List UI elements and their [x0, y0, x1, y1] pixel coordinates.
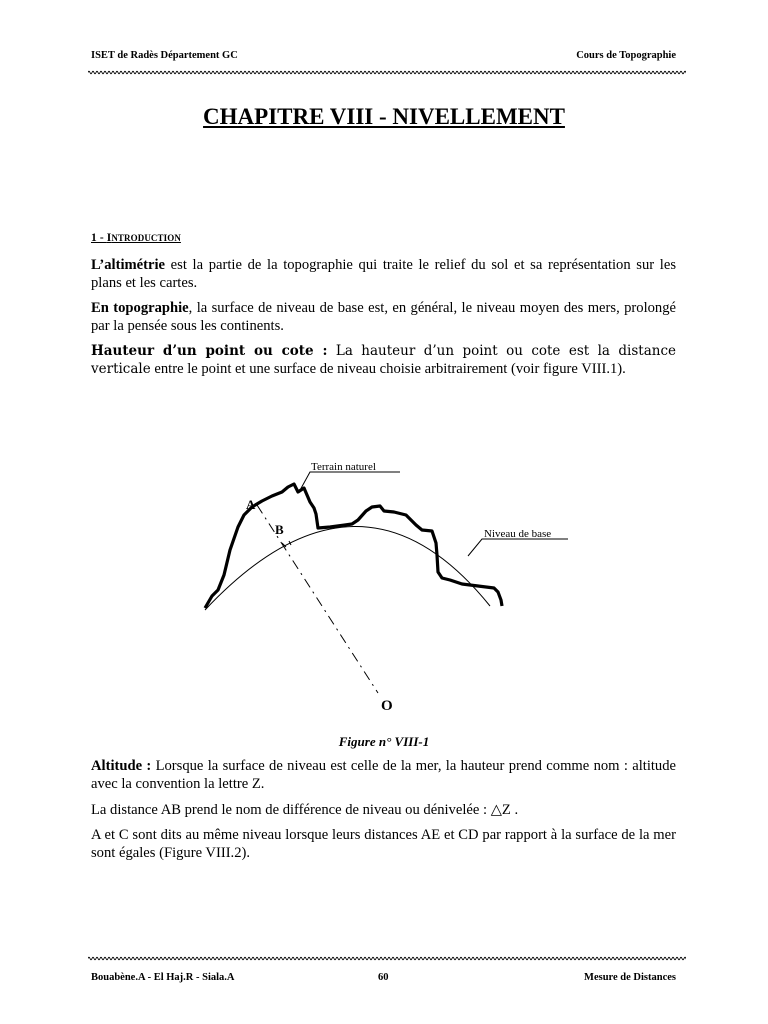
chapter-title: CHAPITRE VIII - NIVELLEMENT — [203, 104, 565, 129]
text-altitude: Lorsque la surface de niveau est celle de la mer, la hauteur prend comme nom : altitude avec la convention la lettre Z. — [91, 758, 676, 792]
term-hauteur: Hauteur d’un point ou cote : — [91, 343, 328, 359]
label-terrain-naturel: Terrain naturel — [311, 461, 376, 473]
page-number: 60 — [378, 972, 389, 983]
paragraph-altitude — [91, 757, 676, 793]
paragraph-denivelee: La distance AB prend le nom de différence de niveau ou dénivelée : △Z . — [91, 802, 519, 818]
section-initial: I — [106, 232, 112, 244]
footer-authors: Bouabène.A - El Haj.R - Siala.A — [91, 972, 235, 983]
label-point-b: B — [275, 522, 284, 537]
section-rest: NTRODUCTION — [111, 233, 181, 243]
text-hauteur-b: entre le point et une surface de niveau choisie arbitrairement (voir figure VIII.1). — [150, 361, 626, 377]
header-wavy-rule — [88, 69, 686, 76]
term-topographie: En topographie — [91, 300, 189, 316]
header-left: ISET de Radès Département GC — [91, 50, 238, 61]
label-point-a: A — [246, 497, 256, 512]
paragraph-hauteur — [91, 342, 676, 378]
footer-wavy-rule — [88, 955, 686, 962]
section-number: 1 - — [91, 232, 107, 244]
section-heading — [91, 232, 181, 244]
text-topographie: , la surface de niveau de base est, en général, le niveau moyen des mers, prolongé par la pensée sous les continents. — [91, 300, 676, 334]
paragraph-topographie — [91, 299, 676, 335]
paragraph-meme-niveau: A et C sont dits au même niveau lorsque leurs distances AE et CD par rapport à la surface de la mer sont égales (Figure VIII.2). — [91, 827, 676, 861]
text-hauteur-a: La hauteur d’un point ou cote est la distance verticale — [91, 343, 676, 377]
level-surface-arc — [205, 526, 490, 610]
footer-title: Mesure de Distances — [584, 972, 676, 983]
figure-viii-1 — [190, 450, 590, 720]
term-altitude: Altitude : — [91, 758, 152, 774]
paragraph-altimetrie — [91, 256, 676, 292]
text-altimetrie: est la partie de la topographie qui traite le relief du sol et sa représentation sur les plans et les cartes. — [91, 257, 676, 291]
label-niveau-de-base: Niveau de base — [484, 528, 552, 540]
niveau-leader-line — [468, 539, 568, 556]
figure-caption: Figure n° VIII-1 — [338, 734, 430, 749]
term-altimetrie: L’altimétrie — [91, 257, 166, 273]
header-right: Cours de Topographie — [576, 50, 676, 61]
label-point-o: O — [381, 698, 393, 714]
terrain-leader-line — [299, 472, 400, 492]
